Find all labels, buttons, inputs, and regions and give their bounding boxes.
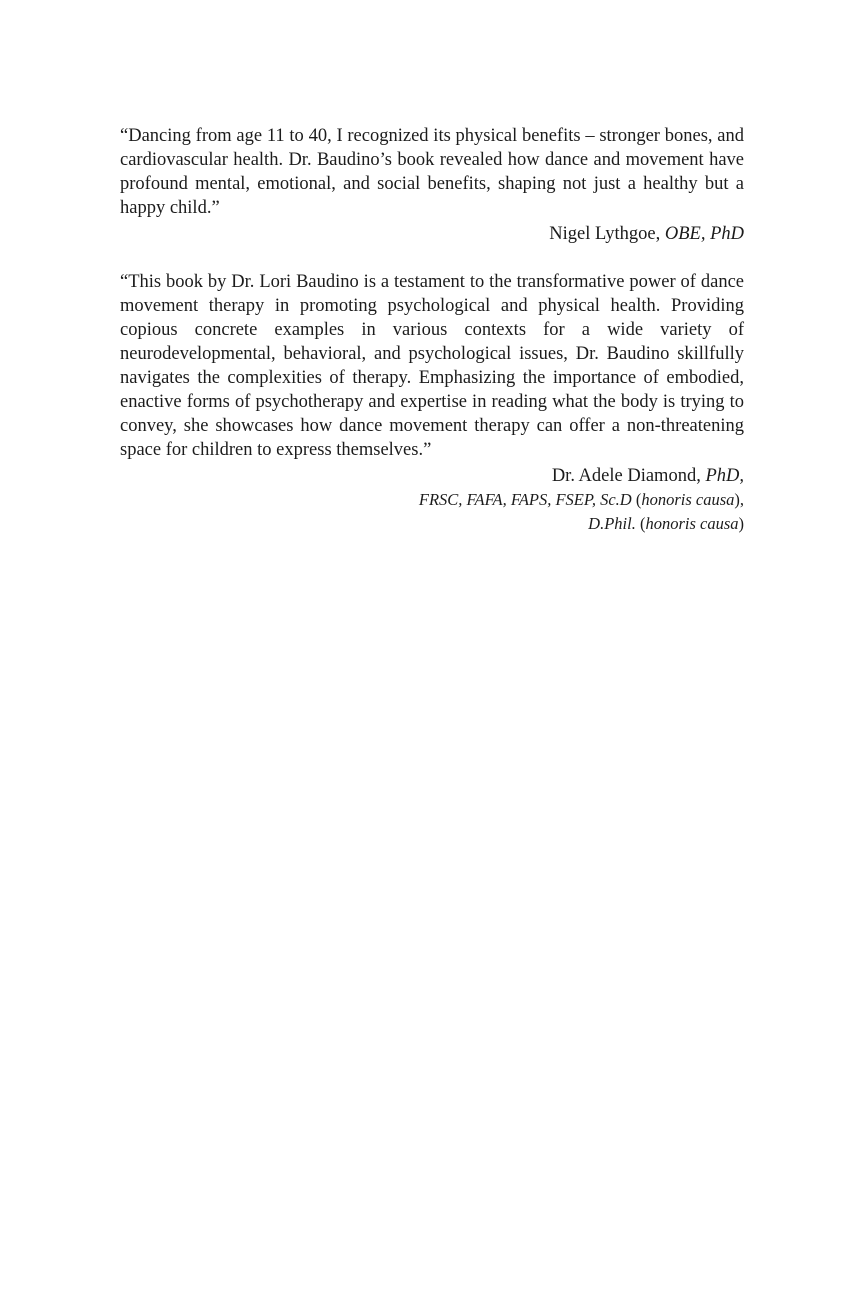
author-name: Dr. Adele Diamond, (551, 466, 701, 486)
testimonial-2 (120, 270, 744, 536)
author-credentials: OBE, PhD (664, 224, 744, 244)
testimonial-1 (120, 124, 744, 246)
testimonial-attribution (120, 222, 744, 246)
endorsements (120, 124, 744, 536)
paren-close: ), (734, 490, 744, 509)
testimonial-attribution (120, 464, 744, 536)
author-credentials-line-2 (120, 488, 744, 512)
honoris-causa: honoris causa (645, 514, 739, 533)
honoris-causa: honoris causa (641, 490, 735, 509)
paren-open: ( (635, 490, 642, 509)
paren-open: ( (639, 514, 646, 533)
author-name: Nigel Lythgoe, (549, 224, 661, 244)
paren-close: ) (738, 514, 744, 533)
credentials-text: FRSC, FAFA, FAPS, FSEP, Sc.D (418, 490, 632, 509)
credentials-text: D.Phil. (588, 514, 636, 533)
testimonial-quote: “This book by Dr. Lori Baudino is a testament to the transformative power of dance movement therapy in promoting psychological and physical health. Providing copious concrete examples in various contexts for a wide variety of neurodevelopmental, behavioral, and psychological issues, Dr. Baudino skillfully navigates the complexities of therapy. Emphasizing the importance of embodied, enactive forms of psychotherapy and expertise in reading what the body is trying to convey, she showcases how dance movement therapy can offer a non-threatening space for children to express themselves.” (120, 272, 744, 460)
testimonial-quote: “Dancing from age 11 to 40, I recognized its physical benefits – stronger bones, and cardiovascular health. Dr. Baudino’s book revealed how dance and movement have profound mental, emotional, and social benefits, shaping not just a healthy but a happy child.” (120, 126, 744, 218)
author-credentials-line-3 (120, 512, 744, 536)
author-credentials: PhD, (705, 466, 744, 486)
